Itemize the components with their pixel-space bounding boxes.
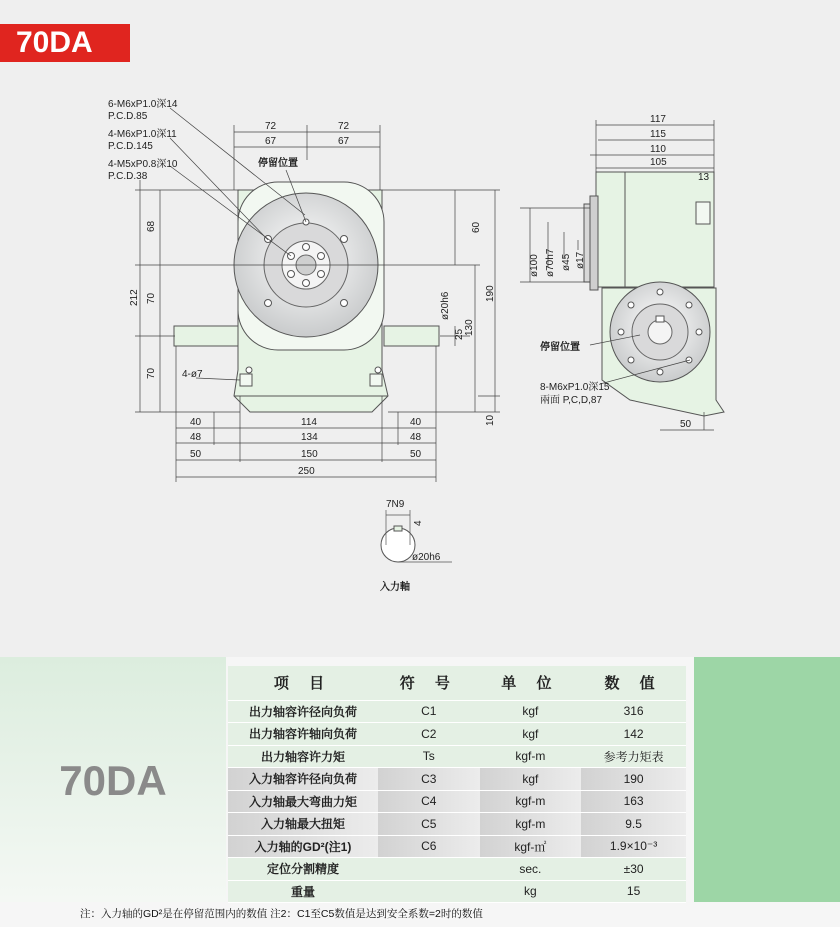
cell-value: 190 [581, 768, 686, 791]
dim-label: 114 [301, 417, 317, 428]
dim-label: 10 [485, 414, 496, 426]
model-badge: 70DA [0, 24, 130, 62]
table-row [228, 790, 686, 813]
dim-label: 50 [680, 419, 692, 430]
callout-text: P.C.D.38 [108, 171, 148, 182]
dim-label: 72 [338, 121, 350, 132]
dim-label: 4 [413, 520, 424, 526]
dim-label: ø70h7 [545, 248, 556, 277]
table-row [228, 723, 686, 746]
cell-item: 入力轴最大扭矩 [228, 813, 378, 836]
callout-text: 兩面 P,C,D,87 [540, 395, 603, 406]
header-item: 项 目 [228, 666, 378, 700]
dim-label: 67 [265, 136, 277, 147]
cell-symbol: C1 [378, 700, 480, 723]
cell-symbol [378, 880, 480, 903]
dim-label: 130 [464, 319, 475, 336]
cell-unit: kgf [480, 768, 582, 791]
callout-text: 4-M5xP0.8深10 [108, 159, 178, 170]
cell-unit: kgf-m [480, 790, 582, 813]
stop-position-label: 停留位置 [540, 342, 580, 353]
cell-symbol: C5 [378, 813, 480, 836]
hole-dim-label: 4-ø7 [182, 369, 203, 380]
dim-label: 60 [471, 221, 482, 233]
table-row [228, 700, 686, 723]
cell-unit: kgf [480, 723, 582, 746]
dim-label: 134 [301, 432, 318, 443]
dim-label: 72 [265, 121, 277, 132]
table-row [228, 745, 686, 768]
dim-label: 117 [650, 114, 666, 125]
shaft-dim-label: ø20h6 [440, 291, 451, 320]
cell-value: 316 [581, 700, 686, 723]
cell-item: 出力轴容许力矩 [228, 745, 378, 768]
dim-label: 115 [650, 129, 666, 140]
model-title: 70DA [59, 757, 167, 804]
dim-label: 67 [338, 136, 350, 147]
cell-symbol: C4 [378, 790, 480, 813]
input-shaft-label: 入力軸 [380, 582, 410, 593]
cell-item: 定位分割精度 [228, 858, 378, 881]
dim-label: 110 [650, 144, 666, 155]
table-row [228, 880, 686, 903]
dim-label: 50 [410, 449, 422, 460]
header-unit: 单 位 [480, 666, 582, 700]
spec-table [228, 666, 686, 903]
dim-label: 40 [410, 417, 422, 428]
callout-text: P.C.D.145 [108, 141, 153, 152]
side-view [584, 172, 724, 416]
cell-symbol: C3 [378, 768, 480, 791]
dim-label: 250 [298, 466, 315, 477]
footnote: 注：入力轴的GD²是在停留范围内的数值 注2：C1至C5数值是达到安全系数=2时的数值 [80, 908, 483, 920]
cell-item: 重量 [228, 880, 378, 903]
stop-position-label: 停留位置 [258, 158, 298, 169]
table-row [228, 858, 686, 881]
dim-label: 70 [146, 292, 157, 304]
input-shaft-left [174, 326, 238, 346]
dim-label: 190 [485, 285, 496, 302]
cell-symbol: C6 [378, 835, 480, 858]
dim-label: ø45 [561, 253, 572, 271]
front-view [174, 182, 439, 412]
cell-value: 9.5 [581, 813, 686, 836]
dim-label: 48 [410, 432, 422, 443]
dim-label: 105 [650, 157, 667, 168]
callout-text: P.C.D.85 [108, 111, 148, 122]
table-row [228, 768, 686, 791]
callout-text: 6-M6xP1.0深14 [108, 99, 178, 110]
cell-unit: kg [480, 880, 582, 903]
accent-panel [694, 657, 840, 902]
cell-symbol: Ts [378, 745, 480, 768]
dim-label: 7N9 [386, 499, 405, 510]
cell-value: ±30 [581, 858, 686, 881]
dim-label: 68 [146, 220, 157, 232]
cell-symbol [378, 858, 480, 881]
dim-label: 150 [301, 449, 318, 460]
cell-unit: kgf-㎡ [480, 835, 582, 858]
cell-item: 出力轴容许轴向负荷 [228, 723, 378, 746]
shaft-dim-label: ø20h6 [412, 552, 441, 563]
dim-label: ø100 [529, 254, 540, 277]
dim-label: ø17 [575, 251, 586, 269]
cell-value: 142 [581, 723, 686, 746]
dim-label: 50 [190, 449, 202, 460]
table-row [228, 835, 686, 858]
cell-value: 参考力矩表 [581, 745, 686, 768]
header-value: 数 值 [581, 666, 686, 700]
dim-label: 40 [190, 417, 202, 428]
cell-value: 163 [581, 790, 686, 813]
dim-label: 13 [698, 172, 710, 183]
cell-unit: sec. [480, 858, 582, 881]
cell-unit: kgf [480, 700, 582, 723]
table-row [228, 813, 686, 836]
callout-text: 8-M6xP1.0深15 [540, 382, 610, 393]
table-header [228, 666, 686, 700]
cell-value: 1.9×10⁻³ [581, 835, 686, 858]
dim-label: 212 [129, 289, 140, 306]
cell-unit: kgf-m [480, 813, 582, 836]
callout-text: 4-M6xP1.0深11 [108, 129, 177, 140]
cell-item: 入力轴的GD²(注1) [228, 835, 378, 858]
cell-item: 出力轴容许径向负荷 [228, 700, 378, 723]
dim-label: 48 [190, 432, 202, 443]
cell-value: 15 [581, 880, 686, 903]
dim-label: 70 [146, 367, 157, 379]
cell-unit: kgf-m [480, 745, 582, 768]
cell-item: 入力轴容许径向负荷 [228, 768, 378, 791]
cell-symbol: C2 [378, 723, 480, 746]
header-symbol: 符 号 [378, 666, 480, 700]
dim-label: 25 [454, 328, 465, 340]
cell-item: 入力轴最大弯曲力矩 [228, 790, 378, 813]
input-shaft-right [384, 326, 439, 346]
